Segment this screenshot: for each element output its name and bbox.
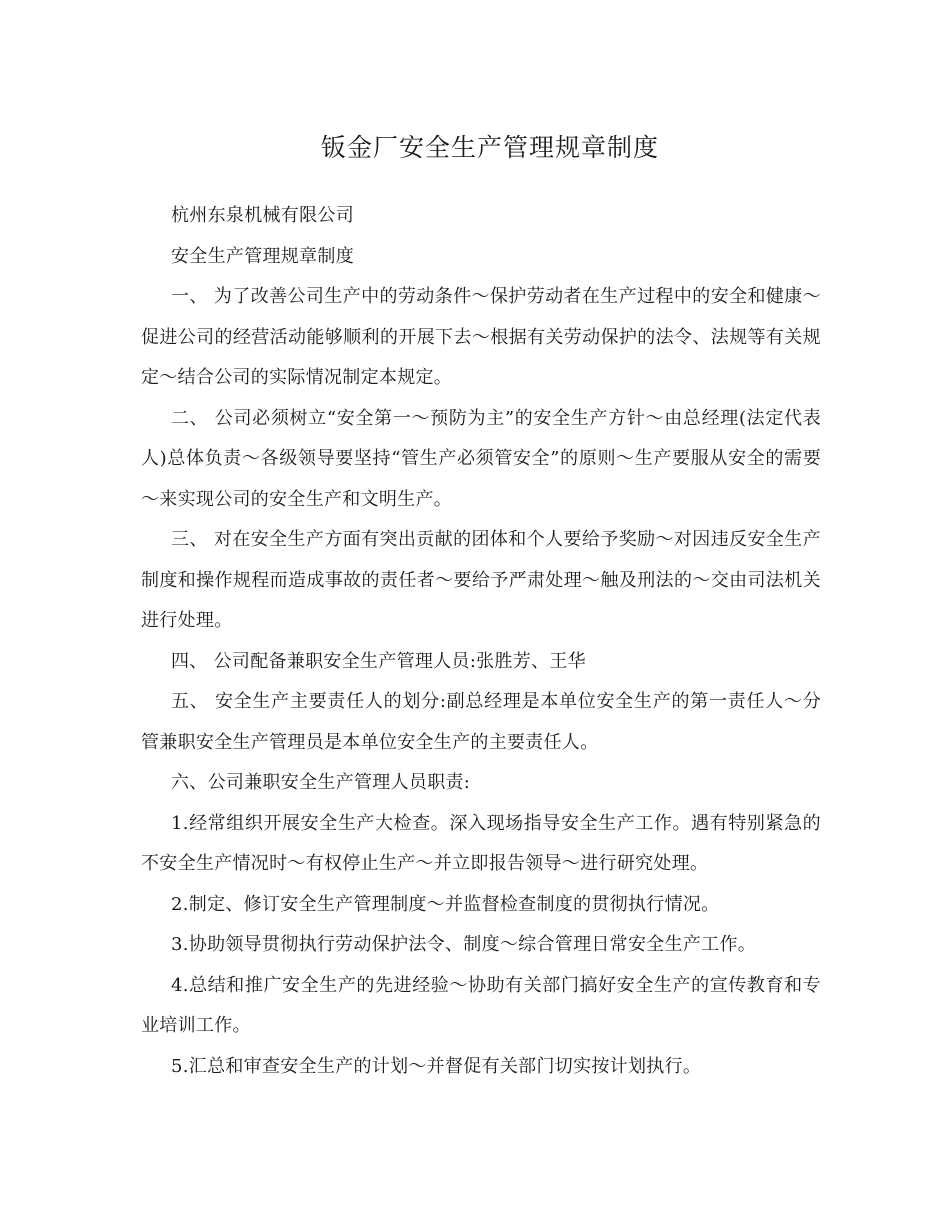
list-item: 5.汇总和审查安全生产的计划～并督促有关部门切实按计划执行。 [171, 1055, 702, 1077]
paragraph: 三、 对在安全生产方面有突出贡献的团体和个人要给予奖励～对因违反安全生产制度和操作规程而造成事故的责任者～要给予严肃处理～触及刑法的～交由司法机关进行处理。 [141, 529, 821, 631]
paragraph: 四、 公司配备兼职安全生产管理人员:张胜芳、王华 [171, 650, 586, 672]
list-item: 3.协助领导贯彻执行劳动保护法令、制度～综合管理日常安全生产工作。 [171, 934, 757, 955]
list-item: 4.总结和推广安全生产的先进经验～协助有关部门搞好安全生产的宣传教育和专业培训工作。 [141, 974, 821, 1036]
paragraph: 六、公司兼职安全生产管理人员职责: [171, 772, 471, 793]
company-name: 杭州东泉机械有限公司 [171, 205, 354, 226]
document-body [141, 196, 821, 1087]
paragraph: 二、 公司必须树立“安全第一～预防为主”的安全生产方针～由总经理(法定代表人)总体负责～各级领导要坚持“管生产必须管安全”的原则～生产要服从安全的需要～来实现公司的安全生产和文明生产。 [141, 407, 821, 510]
document-subtitle: 安全生产管理规章制度 [171, 245, 354, 267]
list-item: 2.制定、修订安全生产管理制度～并监督检查制度的贯彻执行情况。 [171, 893, 720, 915]
paragraph: 一、 为了改善公司生产中的劳动条件～保护劳动者在生产过程中的安全和健康～促进公司的经营活动能够顺利的开展下去～根据有关劳动保护的法令、法规等有关规定～结合公司的实际情况制定本规定。 [141, 286, 821, 388]
list-item: 1.经常组织开展安全生产大检查。深入现场指导安全生产工作。遇有特别紧急的不安全生产情况时～有权停止生产～并立即报告领导～进行研究处理。 [141, 812, 821, 874]
document-title: 钣金厂安全生产管理规章制度 [320, 133, 659, 162]
paragraph: 五、 安全生产主要责任人的划分:副总经理是本单位安全生产的第一责任人～分管兼职安全生产管理员是本单位安全生产的主要责任人。 [141, 691, 821, 753]
